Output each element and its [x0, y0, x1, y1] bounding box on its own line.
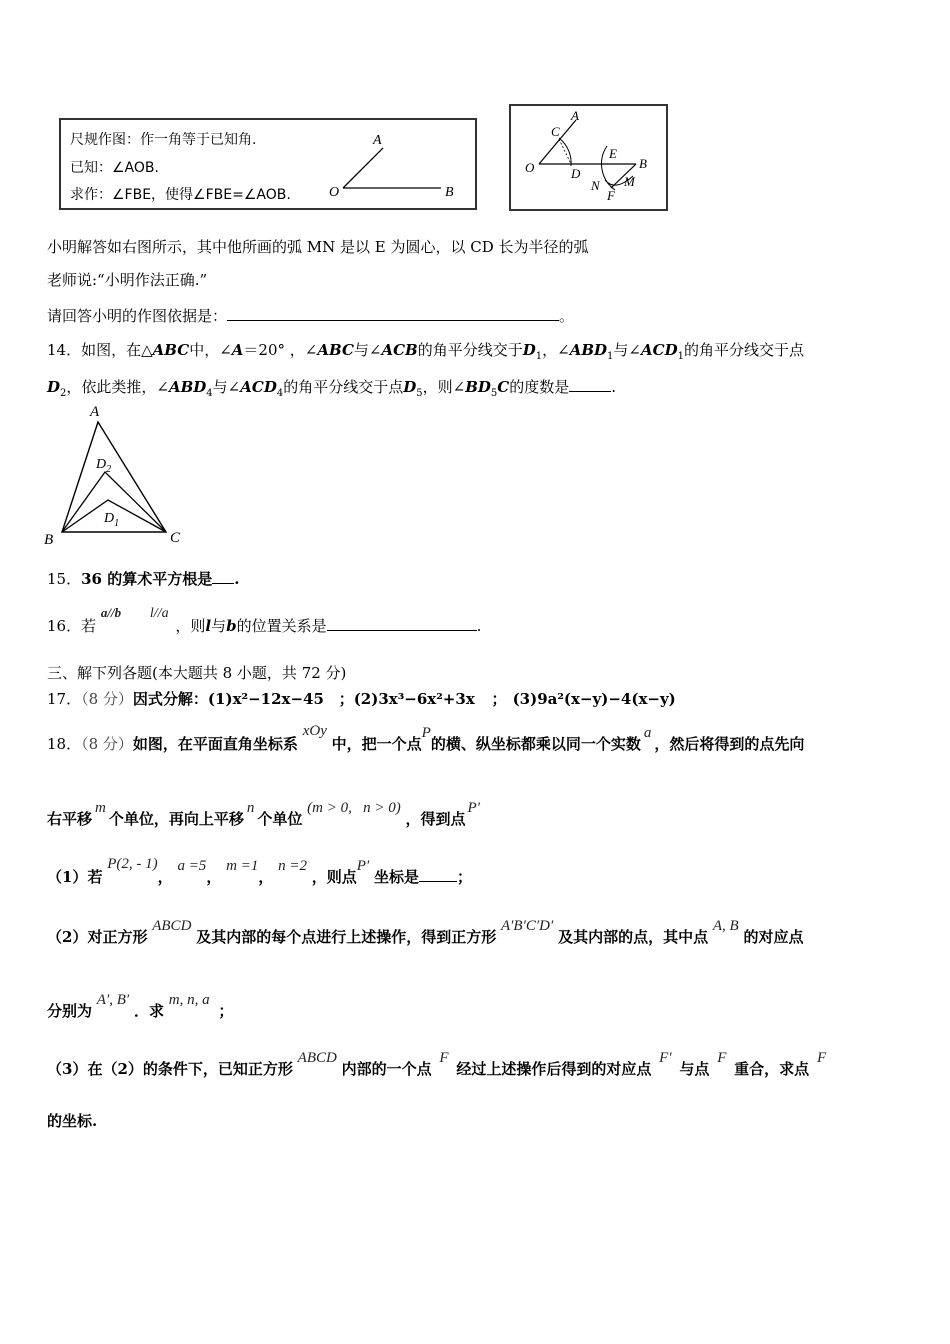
q18-text: 若	[87, 868, 103, 886]
q14-angle-abd1: ABD	[569, 341, 608, 359]
q18-part2-line1	[47, 918, 804, 947]
arc-cd	[559, 138, 571, 166]
q14-text: ＝20° ，∠	[243, 341, 318, 359]
label-m: M	[624, 174, 635, 189]
q14-angle-acb: ACB	[381, 341, 418, 359]
q14-angle-abc: ABC	[317, 341, 354, 359]
q18-text: 与点	[679, 1060, 710, 1078]
q18-xoy: xOy	[302, 723, 327, 739]
q18-square-abcd-2: ABCD	[297, 1050, 337, 1066]
q13-end: 。	[559, 307, 575, 325]
q17-expr1: x²−12x−45	[232, 690, 324, 708]
q18-a: a	[643, 725, 652, 741]
q14-triangle-abc: ABC	[152, 341, 190, 359]
q13-line3	[47, 305, 574, 326]
q18-text: 对正方形	[87, 928, 148, 946]
q14-text: 的角平分线交于点	[683, 341, 804, 359]
q13-answer-blank[interactable]	[227, 306, 559, 321]
q16-l-parallel-a: l//a	[149, 606, 169, 621]
q17-number: 17．	[47, 690, 82, 708]
q18-text: 分别为	[47, 1002, 93, 1020]
q14-sub: 4	[276, 388, 284, 399]
q18-text: ．求	[133, 1002, 164, 1020]
q18-f-2: F	[717, 1050, 727, 1066]
q15-line	[47, 568, 239, 589]
q18-text: 个单位	[257, 810, 303, 828]
q15-text: 36 的算术平方根是	[81, 570, 213, 588]
q18-square-abcd: ABCD	[152, 918, 192, 934]
q14-end: .	[611, 378, 617, 396]
construction-solution-figure	[511, 106, 666, 209]
q14-text: 与∠	[613, 341, 641, 359]
q18-text: ，然后将得到的点先向	[654, 735, 805, 753]
fig-label-d1	[103, 511, 119, 529]
q13-line1: 小明解答如右图所示，其中他所画的弧 MN 是以 E 为圆心，以 CD 长为半径的弧	[47, 238, 589, 256]
q14-text: ，则∠	[422, 378, 466, 396]
label-e: E	[609, 146, 617, 161]
q18-text: 在（2）的条件下，已知正方形	[87, 1060, 293, 1078]
fig-label-d2-letter: D	[96, 457, 107, 472]
q14-answer-blank[interactable]	[569, 377, 611, 392]
q18-score: （8 分）	[81, 735, 133, 753]
q14-text: 如图，在△	[81, 341, 153, 359]
q15-answer-blank[interactable]	[212, 569, 234, 584]
q14-text: 与∠	[353, 341, 382, 359]
q16-with: 与	[211, 617, 227, 635]
q14-angle-abd4: ABD	[168, 378, 207, 396]
q14-text: ，∠	[542, 341, 570, 359]
q16-post: 的位置关系是	[236, 617, 327, 635]
label-o: O	[329, 185, 340, 200]
construction-solution-box	[509, 104, 668, 211]
label-b2: B	[639, 156, 647, 171]
q18-part1-number: （1）	[47, 868, 88, 886]
q18-text: ，则点	[311, 868, 357, 886]
label-d: D	[571, 166, 581, 181]
q17-part3-label: (3)	[512, 690, 538, 708]
q18-part3-line2: 的坐标.	[47, 1112, 98, 1130]
q18-text: 中，把一个点	[331, 735, 422, 753]
q18-points-ab-prime: A′, B′	[96, 992, 130, 1008]
q18-condition: (m > 0, n > 0)	[307, 800, 401, 816]
fig-label-d1-sub: 1	[114, 518, 120, 529]
q14-text: ，依此类推，∠	[66, 378, 169, 396]
q14-point-d1: D	[522, 341, 536, 359]
q14-sub: 2	[60, 388, 67, 399]
q18-f-3: F	[816, 1050, 827, 1066]
q16-number: 16．	[47, 617, 82, 635]
q17-sep2: ；	[491, 690, 507, 708]
q18-text: 右平移	[47, 810, 93, 828]
q18-text: 的横、纵坐标都乘以同一个实数	[430, 735, 641, 753]
q14-point-d2: D	[47, 378, 61, 396]
q18-number: 18．	[47, 735, 82, 753]
q16-a-parallel-b: a//b	[100, 605, 122, 620]
q18-m-value: m =1	[226, 858, 259, 874]
q18-text: 经过上述操作后得到的对应点	[456, 1060, 652, 1078]
label-n: N	[591, 178, 600, 193]
fig-label-d1-letter: D	[104, 511, 115, 526]
q14-angle-acd4: ACD	[240, 378, 277, 396]
q18-part3-number: （3）	[47, 1060, 88, 1078]
q14-sub: 1	[607, 351, 614, 362]
fig-label-a: A	[90, 404, 100, 420]
fig-label-d2-sub: 2	[106, 464, 112, 475]
label-f: F	[607, 188, 615, 203]
q14-text: 与∠	[212, 378, 241, 396]
q18-text: 个单位，再向上平移	[108, 810, 244, 828]
q14-sub: 1	[677, 351, 684, 362]
q14-text: 的度数是	[509, 378, 570, 396]
q14-line2	[47, 376, 616, 399]
q14-text: 的角平分线交于点	[283, 378, 404, 396]
fig-label-c: C	[170, 530, 181, 546]
q18-text: ；	[457, 868, 473, 886]
q13-prompt: 请回答小明的作图依据是：	[47, 307, 228, 325]
label-o2: O	[525, 160, 535, 175]
q18-text: 重合，求点	[734, 1060, 810, 1078]
q15-end: .	[234, 570, 240, 588]
angle-aob-figure	[321, 124, 471, 204]
q18-p: P	[421, 725, 431, 741]
q18-line2	[47, 800, 480, 829]
construction-task-box	[59, 118, 477, 210]
q17-expr2: 3x³−6x²+3x	[378, 690, 475, 708]
fig-label-b: B	[44, 532, 54, 548]
q17-part1-label: (1)	[207, 690, 233, 708]
q18-text: ；	[218, 1002, 234, 1020]
q17-score: （8 分）	[81, 690, 133, 708]
q16-end: .	[476, 617, 482, 635]
q18-part1: （1）若 P(2, - 1)， a =5， m =1， n =2 ，则点P′ 坐标是 ；	[47, 856, 473, 886]
q18-text: 如图，在平面直角坐标系	[132, 735, 298, 753]
label-a2: A	[571, 108, 579, 123]
q18-point-p: P(2, - 1)	[107, 856, 158, 872]
q18-text: 及其内部的点，其中点	[558, 928, 709, 946]
q17-line	[47, 688, 676, 709]
q15-number: 15．	[47, 570, 82, 588]
q18-f: F	[439, 1050, 449, 1066]
label-b: B	[445, 185, 454, 200]
q16-line	[47, 605, 482, 636]
q14-number: 14．	[47, 341, 82, 359]
q18-mna: m, n, a	[168, 992, 210, 1008]
q14-angle-bd5c: BD	[465, 378, 491, 396]
box-known: 已知：∠AOB.	[70, 160, 159, 176]
q18-line1	[47, 723, 805, 754]
q16-mid-group	[175, 617, 481, 635]
q18-n: n	[246, 800, 255, 816]
q18-p-prime-2: P′	[356, 858, 370, 874]
q14-angle-a: A	[231, 341, 244, 359]
q18-a-value: a =5	[177, 858, 207, 874]
section3-heading: 三、解下列各题(本大题共 8 小题，共 72 分)	[47, 664, 347, 682]
q18-text: 内部的一个点	[341, 1060, 432, 1078]
box-task: 求作：∠FBE，使得∠FBE=∠AOB.	[70, 187, 291, 203]
q18-f-prime: F′	[659, 1050, 672, 1066]
q18-part1-blank[interactable]	[419, 867, 457, 882]
q16-answer-blank[interactable]	[327, 616, 477, 631]
q14-angle-bd5c-c: C	[497, 378, 510, 396]
q18-square-prime: A′B′C′D′	[500, 918, 554, 934]
q14-line1	[47, 339, 804, 362]
q18-n-value: n =2	[278, 858, 307, 874]
q16-pre: 若	[81, 617, 97, 635]
q14-triangle-figure	[40, 400, 200, 550]
q14-sub: 4	[206, 388, 213, 399]
q14-sub: 5	[416, 388, 423, 399]
q17-lead: 因式分解：	[132, 690, 208, 708]
q18-text: 坐标是	[374, 868, 420, 886]
q14-text: 中，∠	[189, 341, 232, 359]
q14-sub: 5	[490, 388, 498, 399]
label-a: A	[373, 133, 382, 148]
fig-label-d2	[95, 457, 111, 475]
q13-line2: 老师说:“小明作法正确.”	[47, 271, 208, 289]
q14-angle-acd1: ACD	[641, 341, 678, 359]
q17-expr3: 9a²(x−y)−4(x−y)	[537, 690, 676, 708]
q18-part3-line1	[47, 1050, 827, 1079]
q16-b: b	[226, 617, 237, 635]
q18-points-ab: A, B	[712, 918, 739, 934]
q16-l: l	[205, 617, 212, 635]
q17-part2-label: (2)	[353, 690, 379, 708]
q16-mid: ，则	[175, 617, 206, 635]
q17-sep1: ；	[338, 690, 354, 708]
label-c: C	[551, 124, 560, 139]
q18-p-prime: P′	[467, 800, 480, 816]
ray-oa	[343, 148, 383, 188]
q14-text: 的角平分线交于	[417, 341, 523, 359]
q18-text: ，得到点	[405, 810, 466, 828]
q14-point-d5: D	[403, 378, 417, 396]
q18-text: 的对应点	[743, 928, 804, 946]
q14-sub: 1	[535, 351, 543, 362]
box-title: 尺规作图：作一角等于已知角.	[70, 132, 257, 148]
q18-part2-line2	[47, 992, 234, 1021]
q18-text: 及其内部的每个点进行上述操作，得到正方形	[196, 928, 497, 946]
q18-m: m	[95, 800, 106, 816]
q18-part2-number: （2）	[47, 928, 88, 946]
